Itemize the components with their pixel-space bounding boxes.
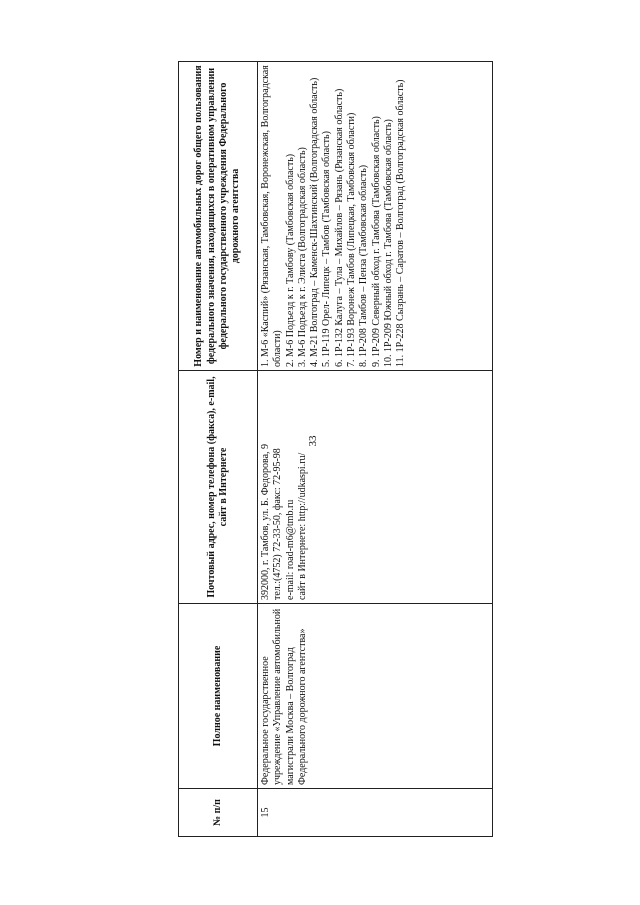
contacts-cell [258,371,493,604]
table-header-row [179,62,258,837]
roads-cell [258,62,493,371]
website: сайт в Интернете: http://udkaspi.ru/ [296,452,308,600]
list-item: 1. М-6 «Каспий» (Рязанская, Тамбовская, Воронежская, Волгоградская области) [260,65,284,367]
row-number: 15 [258,789,493,837]
header-contacts: Почтовый адрес, номер телефона (факса), e-mail, сайт в Интернете [179,371,258,604]
header-full-name: Полное наименование [179,604,258,789]
organization-name: Федеральное государственное учреждение «Управление автомобильной магистрали Москва – Волгоград Федерального дорожного агентства» [258,604,493,789]
page-number: 33 [307,435,319,447]
list-item: 6. 1Р-132 Калуга – Тула – Михайлов – Рязань (Рязанская область) [333,88,345,367]
postal-address: 392000, г. Тамбов, ул. Б. Федорова, 9 [260,443,271,600]
list-item: 2. М-6 Подъезд к г. Тамбову (Тамбовская область) [284,153,296,367]
list-item: 5. 1Р-119 Орел- Липецк – Тамбов (Тамбовская область) [321,131,333,367]
list-item: 7. 1Р-193 Воронеж Тамбов (Липецкая, Тамбовская области) [346,112,358,367]
email: e-mail: road-m6@tmb.ru [284,499,296,600]
table-row [258,62,493,837]
list-item: 10. 1Р-209 Южный обход г. Тамбова (Тамбовская область) [382,119,394,367]
list-item: 3. М-6 Подъезд к г. Элиста (Волгоградская область) [296,147,308,367]
list-item: 9. 1Р-209 Северный обход г. Тамбова (Тамбовская область) [370,116,382,367]
road-list [260,65,408,367]
header-roads: Номер и наименование автомобильных дорог общего пользования федерального значения, находящихся в оперативном управлении федерального государственного учреждения Федерального дорожного агентства [179,62,258,371]
phone-fax: тел.:(4752) 72-33-50, факс: 72-95-98 [272,448,284,600]
list-item: 8. 1Р-208 Тамбов – Пенза (Тамбовская область) [358,164,370,367]
list-item: 11. 1Р-228 Сызрань – Саратов – Волгоград (Волгоградская область) [395,79,407,367]
road-agencies-table-container [178,62,493,837]
list-item: 4. М-21 Волгоград – Каменск-Шахтинский (Волгоградская область) [309,77,321,367]
header-number: № п/п [179,789,258,837]
road-agencies-table [178,61,493,837]
